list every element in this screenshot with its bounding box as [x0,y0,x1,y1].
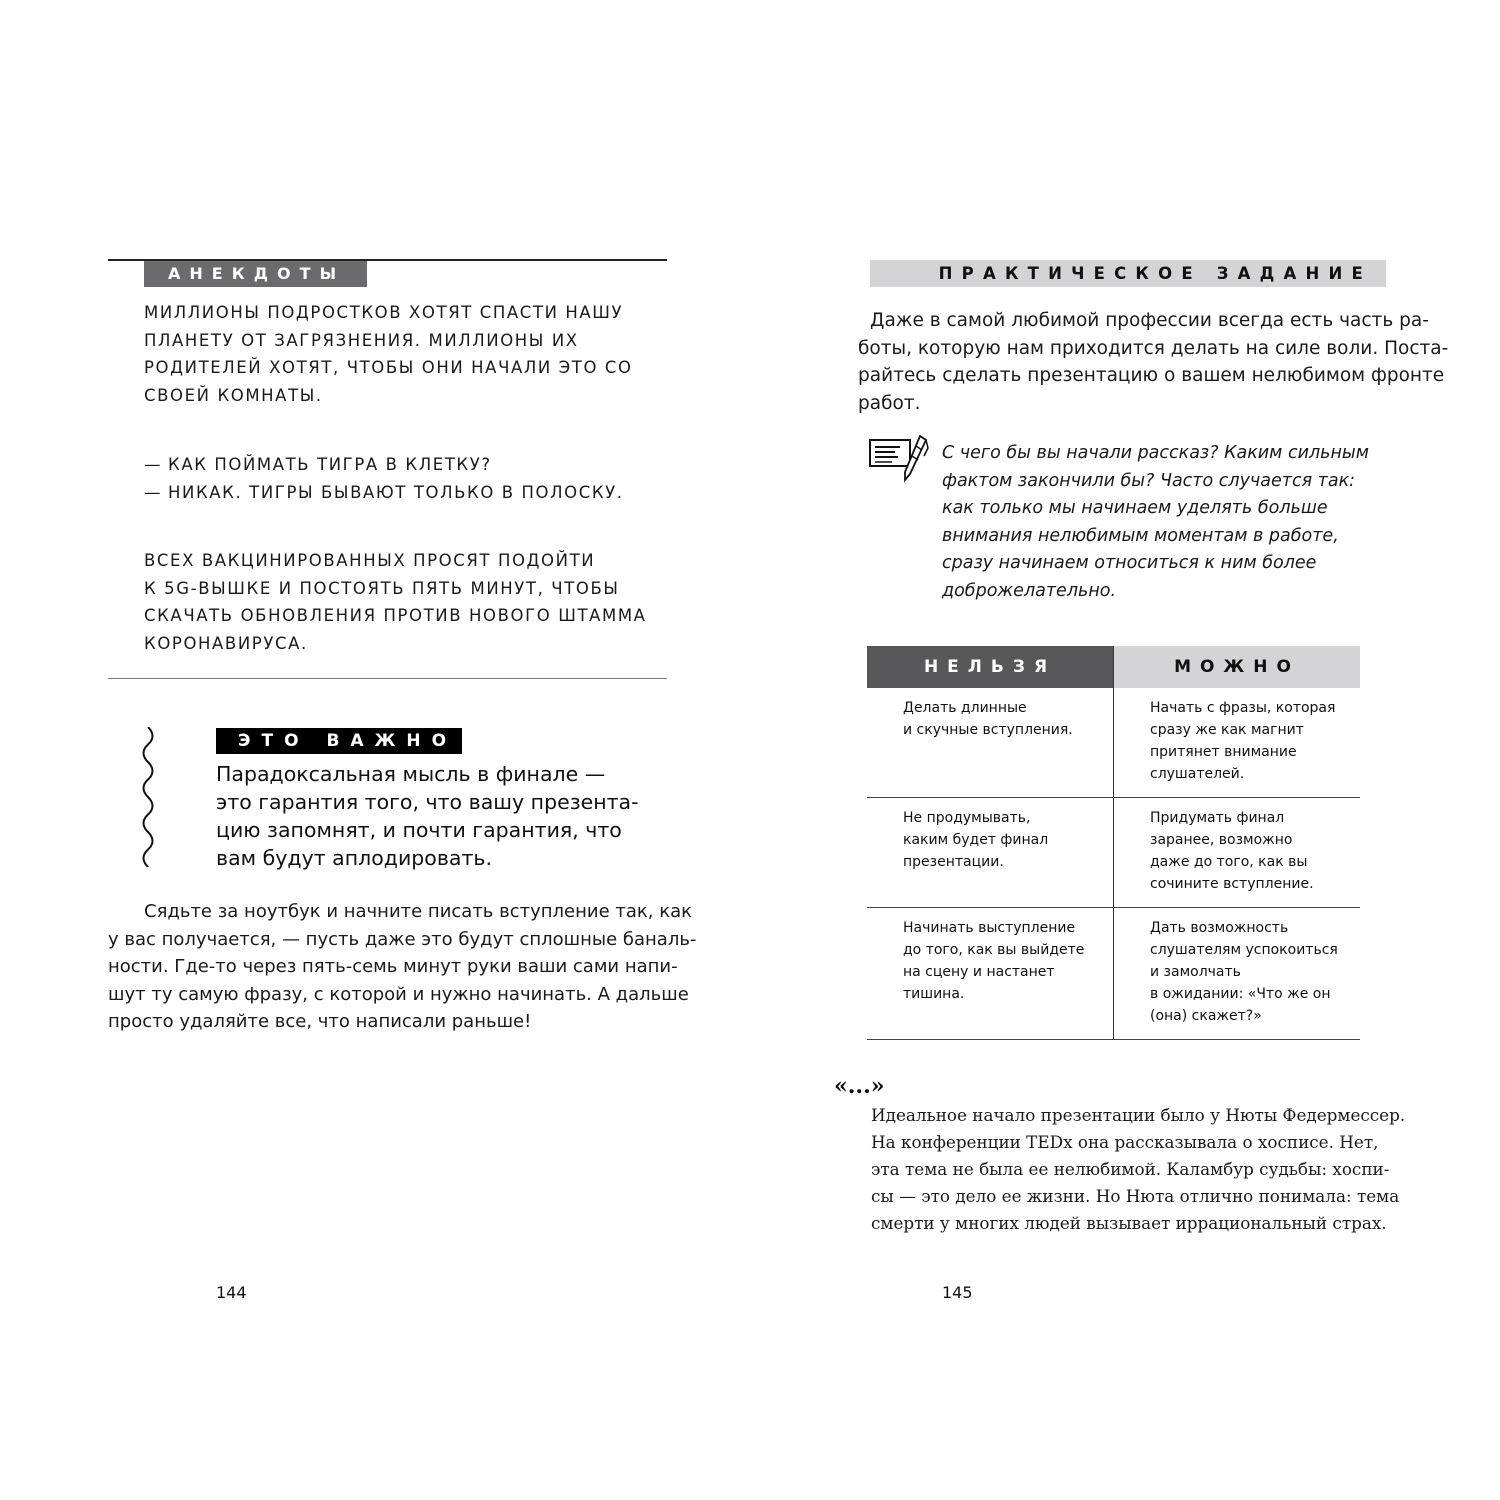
header-dont: НЕЛЬЗЯ [867,646,1114,688]
note-with-pen-icon [868,434,930,486]
joke-line: К 5G-ВЫШКЕ И ПОСТОЯТЬ ПЯТЬ МИНУТ, ЧТОБЫ [144,578,620,598]
right-page [750,0,1500,1500]
table-row [867,908,1360,1040]
note-line: внимания нелюбимым моментам в работе, [942,525,1339,546]
dialog-line [144,479,674,507]
cell-line: и замолчать [1150,964,1241,980]
page-number: 145 [942,1283,973,1302]
cell-line: Не продумывать, [903,810,1031,826]
cell-line: презентации. [903,854,1004,870]
note-line: как только мы начинаем уделять больше [942,498,1328,518]
cell-line: в ожидании: «Что же он [1150,986,1331,1002]
page-number: 144 [216,1283,247,1302]
quote-line: сы — это дело ее жизни. Но Нюта отлично понимала: тема [871,1186,1400,1206]
dont-cell [867,688,1114,798]
body-line: шут ту самую фразу, с которой и нужно начинать. А дальше [108,983,689,1005]
dialog-dash: — [144,455,163,474]
note-line: доброжелательно. [942,580,1117,601]
important-line: Парадоксальная мысль в финале — [216,762,606,786]
quote-line: смерти у многих людей вызывает иррациональный страх. [871,1213,1387,1233]
important-label: ЭТО ВАЖНО [216,728,462,754]
cell-line: даже до того, как вы [1150,854,1308,870]
dont-cell [867,798,1114,908]
section-bottom-rule [108,678,667,679]
table-row [867,798,1360,908]
joke-line: МИЛЛИОНЫ ПОДРОСТКОВ ХОТЯТ СПАСТИ НАШУ [144,303,624,322]
dont-cell [867,908,1114,1040]
task-line: боты, которую нам приходится делать на силе воли. Поста- [858,337,1449,359]
table-row [867,688,1360,798]
quote-line: эта тема не была ее нелюбимой. Каламбур судьбы: хоспи- [871,1159,1390,1179]
wavy-line-icon [138,727,158,867]
important-line: вам будут аплодировать. [216,846,493,870]
task-paragraph [858,307,1449,417]
cell-line: и скучные вступления. [903,722,1073,738]
joke-2-dialog [144,451,674,506]
quote-line: На конференции TEDx она рассказывала о хосписе. Нет, [871,1132,1379,1152]
joke-3 [144,547,674,657]
important-line: цию запомнят, и почти гарантия, что [216,818,622,842]
body-line: просто удаляйте все, что написали раньше! [108,1011,532,1032]
body-line: у вас получается, — пусть даже это будут сплошные баналь- [108,928,697,950]
task-line: работ. [858,392,921,414]
cell-line: (она) скажет?» [1150,1008,1262,1024]
important-line: это гарантия того, что вашу презента- [216,790,639,814]
joke-line: КОРОНАВИРУСА. [144,633,308,653]
cell-line: заранее, возможно [1150,832,1293,848]
cell-line: каким будет финал [903,832,1049,848]
do-cell [1114,798,1361,908]
quote-paragraph [871,1102,1406,1237]
note-line: С чего бы вы начали рассказ? Каким сильным [942,443,1369,463]
header-do: МОЖНО [1114,646,1361,688]
task-line: райтесь сделать презентацию о вашем нелюбимом фронте [858,365,1445,386]
joke-1 [144,299,674,409]
do-cell [1114,908,1361,1040]
body-line: ности. Где-то через пять-семь минут руки ваши сами напи- [108,956,678,977]
cell-line: на сцену и настанет [903,964,1055,980]
table-header-row [867,646,1360,688]
dialog-dash: — [144,482,163,502]
joke-line: СКАЧАТЬ ОБНОВЛЕНИЯ ПРОТИВ НОВОГО ШТАММА [144,606,647,625]
dialog-text: НИКАК. ТИГРЫ БЫВАЮТ ТОЛЬКО В ПОЛОСКУ. [168,482,624,502]
joke-line: ВСЕХ ВАКЦИНИРОВАННЫХ ПРОСЯТ ПОДОЙТИ [144,551,596,570]
cell-line: Начать с фразы, которая [1150,700,1336,716]
note-text [942,440,1382,605]
jokes-section-label: АНЕКДОТЫ [144,261,367,287]
cell-line: слушателям успокоиться [1150,942,1338,958]
cell-line: сочините вступление. [1150,876,1314,892]
do-cell [1114,688,1361,798]
note-line: сразу начинаем относиться к ним более [942,553,1317,573]
cell-line: Начинать выступление [903,920,1076,936]
joke-line: РОДИТЕЛЕЙ ХОТЯТ, ЧТОБЫ ОНИ НАЧАЛИ ЭТО СО [144,358,633,377]
cell-line: притянет внимание [1150,744,1297,760]
quote-line: Идеальное начало презентации было у Нюты Федермессер. [871,1105,1406,1125]
joke-line: СВОЕЙ КОМНАТЫ. [144,385,323,405]
body-paragraph [108,898,697,1036]
task-line: Даже в самой любимой профессии всегда есть часть ра- [870,310,1429,331]
body-line: Сядьте за ноутбук и начните писать вступление так, как [144,901,692,922]
cell-line: слушателей. [1150,766,1245,782]
dialog-line [144,451,674,479]
task-section-label: ПРАКТИЧЕСКОЕ ЗАДАНИЕ [870,260,1386,287]
cell-line: Дать возможность [1150,920,1289,936]
note-line: фактом закончили бы? Часто случается так: [942,470,1356,491]
cell-line: сразу же как магнит [1150,722,1304,738]
cell-line: тишина. [903,986,965,1002]
dialog-text: КАК ПОЙМАТЬ ТИГРА В КЛЕТКУ? [168,455,492,474]
quote-mark: «...» [834,1073,885,1099]
important-text [216,760,639,872]
dont-do-table [867,646,1360,1040]
cell-line: Делать длинные [903,700,1027,716]
cell-line: Придумать финал [1150,810,1285,826]
joke-line: ПЛАНЕТУ ОТ ЗАГРЯЗНЕНИЯ. МИЛЛИОНЫ ИХ [144,330,579,350]
cell-line: до того, как вы выйдете [903,942,1085,958]
